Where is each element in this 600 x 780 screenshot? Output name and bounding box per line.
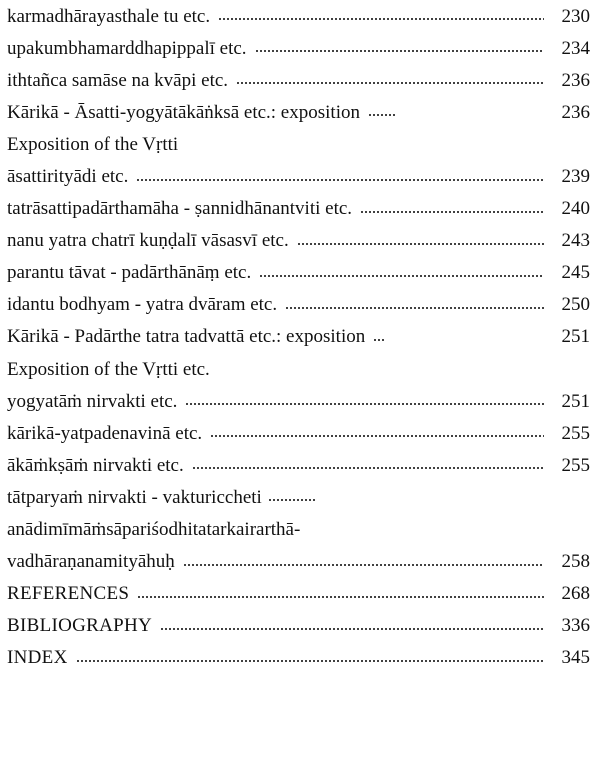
toc-entry-title: parantu tāvat - padārthānāṃ etc. <box>7 262 252 284</box>
toc-section-heading <box>7 128 590 160</box>
toc-page-number: 251 <box>561 390 590 412</box>
toc-entry-title: upakumbhamarddhapippalī etc. <box>7 37 247 59</box>
toc-entry <box>7 289 590 321</box>
dot-leader <box>373 335 385 345</box>
toc-page-number: 255 <box>561 422 590 444</box>
toc-entry-title: tatrāsattipadārthamāha - ṣannidhānantviti etc. <box>7 198 353 220</box>
dot-leader <box>360 207 544 217</box>
dot-leader <box>137 592 544 602</box>
dot-leader <box>183 560 544 570</box>
toc-entry-title: kārikā-yatpadenavinā etc. <box>7 422 203 444</box>
toc-entry <box>7 257 590 289</box>
toc-page-number: 234 <box>561 37 590 59</box>
dot-leader <box>192 463 544 473</box>
dot-leader <box>218 14 544 24</box>
toc-page-number: 245 <box>561 262 590 284</box>
toc-entry-title: ithtañca samāse na kvāpi etc. <box>7 69 229 91</box>
toc-page-number: 243 <box>561 230 590 252</box>
dot-leader <box>285 303 544 313</box>
dot-leader <box>76 656 544 666</box>
toc-entry <box>7 64 590 96</box>
toc-entry-title: yogyatāṁ nirvakti etc. <box>7 390 178 412</box>
toc-entry <box>7 385 590 417</box>
dot-leader <box>259 271 544 281</box>
toc-page-number: 336 <box>561 615 590 637</box>
toc-page-number: 258 <box>561 551 590 573</box>
dot-leader <box>236 78 544 88</box>
toc-entry-title: Exposition of the Vṛtti <box>7 133 179 155</box>
toc-entry-continued <box>7 481 590 513</box>
toc-page-number: 236 <box>561 69 590 91</box>
toc-page-number: 239 <box>561 166 590 188</box>
toc-entry <box>7 32 590 64</box>
toc-entry <box>7 225 590 257</box>
toc-page-number: 251 <box>561 326 590 348</box>
toc-page-number: 268 <box>561 583 590 605</box>
toc-entry-title: INDEX <box>7 647 68 669</box>
toc-entry-title: anādimīmāṁsāpariśodhitatarkairarthā- <box>7 519 301 541</box>
toc-entry <box>7 578 590 610</box>
toc-entry-title: nanu yatra chatrī kuṇḍalī vāsasvī etc. <box>7 230 289 252</box>
toc-entry-title: Kārikā - Padārthe tatra tadvattā etc.: exposition <box>7 326 366 348</box>
toc-entry-continued <box>7 514 590 546</box>
toc-entry <box>7 0 590 32</box>
toc-page-number: 236 <box>561 101 590 123</box>
toc-page-number: 230 <box>561 5 590 27</box>
toc-entry <box>7 449 590 481</box>
toc-page-number: 250 <box>561 294 590 316</box>
toc-entry-title: REFERENCES <box>7 583 130 605</box>
toc-entry <box>7 417 590 449</box>
toc-entry <box>7 160 590 192</box>
toc-entry-title: tātparyaṁ nirvakti - vakturiccheti <box>7 486 262 508</box>
table-of-contents <box>7 0 590 674</box>
toc-page-number: 345 <box>561 647 590 669</box>
dot-leader <box>210 431 544 441</box>
toc-entry-title: vadhāraṇanamityāhuḥ <box>7 551 175 573</box>
toc-entry-title: Exposition of the Vṛtti etc. <box>7 358 210 380</box>
toc-entry <box>7 321 590 353</box>
toc-entry-title: BIBLIOGRAPHY <box>7 615 153 637</box>
toc-entry <box>7 642 590 674</box>
toc-entry-title: āsattirityādi etc. <box>7 166 129 188</box>
dot-leader <box>185 399 544 409</box>
dot-leader <box>255 46 544 56</box>
toc-entry-title: ākāṁkṣāṁ nirvakti etc. <box>7 454 184 476</box>
dot-leader <box>297 239 544 249</box>
toc-page-number: 240 <box>561 198 590 220</box>
dot-leader <box>136 175 544 185</box>
toc-page-number: 255 <box>561 454 590 476</box>
toc-entry <box>7 96 590 128</box>
toc-entry <box>7 610 590 642</box>
toc-entry-title: idantu bodhyam - yatra dvāram etc. <box>7 294 278 316</box>
toc-entry <box>7 546 590 578</box>
toc-entry <box>7 193 590 225</box>
dot-leader <box>160 624 544 634</box>
toc-section-heading <box>7 353 590 385</box>
dot-leader <box>268 495 316 505</box>
toc-entry-title: Kārikā - Āsatti-yogyātākāṅksā etc.: exposition <box>7 101 360 123</box>
dot-leader <box>368 110 396 120</box>
toc-entry-title: karmadhārayasthale tu etc. <box>7 5 211 27</box>
